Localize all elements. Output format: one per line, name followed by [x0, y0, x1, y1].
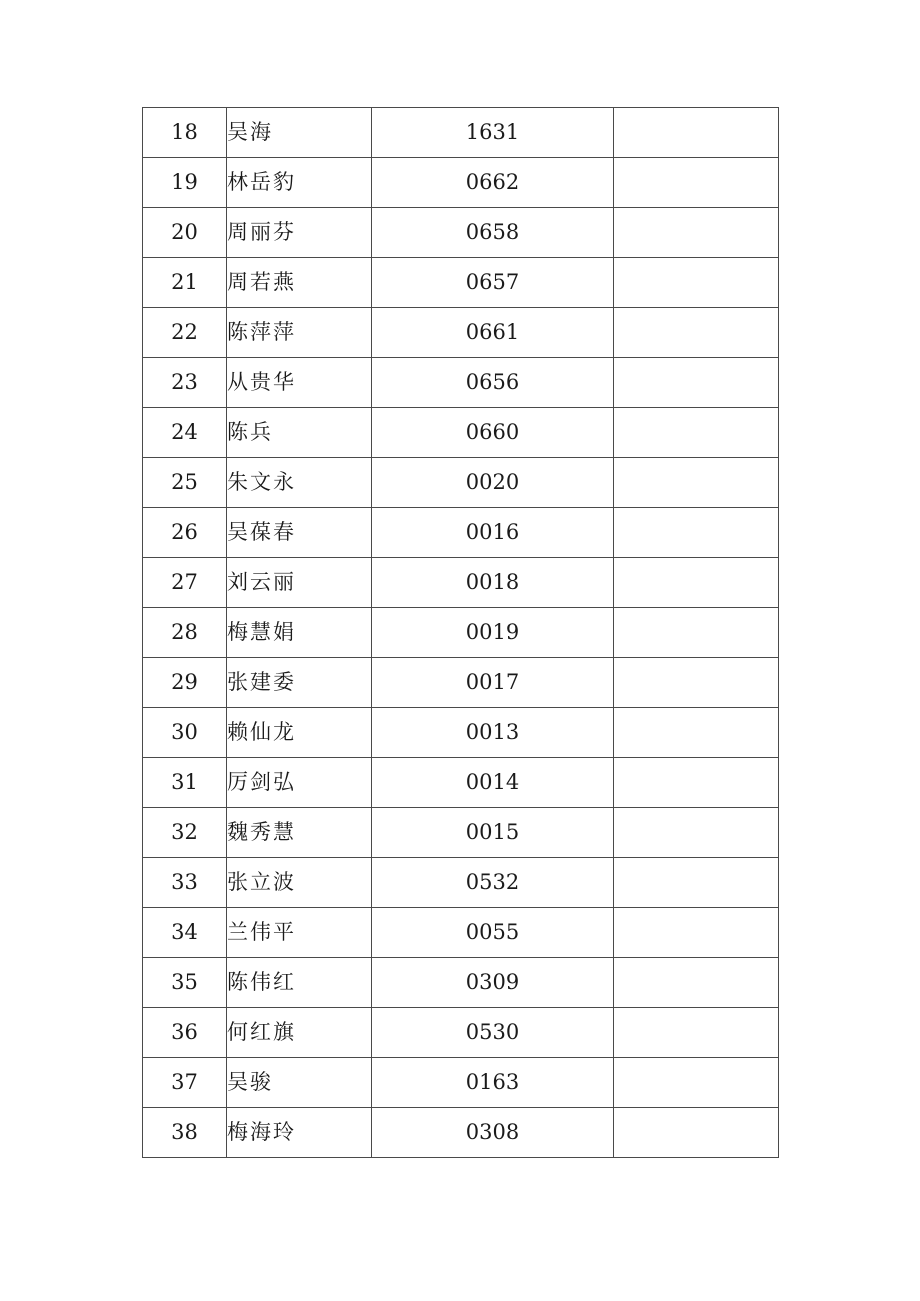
row-number-cell: 21: [143, 258, 227, 308]
name-cell: 张建委: [227, 658, 372, 708]
name-cell: 兰伟平: [227, 908, 372, 958]
code-cell: 0308: [372, 1108, 614, 1158]
name-cell: 朱文永: [227, 458, 372, 508]
code-cell: 0055: [372, 908, 614, 958]
code-cell: 0016: [372, 508, 614, 558]
name-cell: 从贵华: [227, 358, 372, 408]
name-cell: 梅海玲: [227, 1108, 372, 1158]
code-cell: 1631: [372, 108, 614, 158]
table-row: [143, 708, 779, 758]
table-row: [143, 158, 779, 208]
code-cell: 0530: [372, 1008, 614, 1058]
row-number-cell: 38: [143, 1108, 227, 1158]
row-number-cell: 23: [143, 358, 227, 408]
table-row: [143, 458, 779, 508]
code-cell: 0020: [372, 458, 614, 508]
table-row: [143, 258, 779, 308]
code-cell: 0013: [372, 708, 614, 758]
name-cell: 周丽芬: [227, 208, 372, 258]
note-cell: [614, 658, 779, 708]
name-cell: 陈萍萍: [227, 308, 372, 358]
name-cell: 林岳豹: [227, 158, 372, 208]
name-cell: 刘云丽: [227, 558, 372, 608]
row-number-cell: 27: [143, 558, 227, 608]
code-cell: 0656: [372, 358, 614, 408]
note-cell: [614, 308, 779, 358]
name-cell: 周若燕: [227, 258, 372, 308]
table-row: [143, 208, 779, 258]
note-cell: [614, 358, 779, 408]
row-number-cell: 22: [143, 308, 227, 358]
name-cell: 陈伟红: [227, 958, 372, 1008]
row-number-cell: 35: [143, 958, 227, 1008]
code-cell: 0018: [372, 558, 614, 608]
name-cell: 魏秀慧: [227, 808, 372, 858]
row-number-cell: 32: [143, 808, 227, 858]
table-row: [143, 908, 779, 958]
table-row: [143, 658, 779, 708]
note-cell: [614, 508, 779, 558]
row-number-cell: 31: [143, 758, 227, 808]
table-row: [143, 758, 779, 808]
code-cell: 0163: [372, 1058, 614, 1108]
table-row: [143, 108, 779, 158]
row-number-cell: 19: [143, 158, 227, 208]
note-cell: [614, 708, 779, 758]
note-cell: [614, 808, 779, 858]
code-cell: 0657: [372, 258, 614, 308]
code-cell: 0014: [372, 758, 614, 808]
name-cell: 张立波: [227, 858, 372, 908]
row-number-cell: 30: [143, 708, 227, 758]
row-number-cell: 28: [143, 608, 227, 658]
row-number-cell: 36: [143, 1008, 227, 1058]
name-cell: 梅慧娟: [227, 608, 372, 658]
code-cell: 0309: [372, 958, 614, 1008]
note-cell: [614, 1008, 779, 1058]
code-cell: 0662: [372, 158, 614, 208]
roster-table: [142, 107, 779, 1158]
note-cell: [614, 858, 779, 908]
note-cell: [614, 958, 779, 1008]
table-row: [143, 958, 779, 1008]
note-cell: [614, 908, 779, 958]
note-cell: [614, 258, 779, 308]
code-cell: 0660: [372, 408, 614, 458]
table-row: [143, 1108, 779, 1158]
name-cell: 何红旗: [227, 1008, 372, 1058]
table-row: [143, 608, 779, 658]
table-row: [143, 808, 779, 858]
note-cell: [614, 608, 779, 658]
name-cell: 吴骏: [227, 1058, 372, 1108]
row-number-cell: 34: [143, 908, 227, 958]
note-cell: [614, 408, 779, 458]
row-number-cell: 33: [143, 858, 227, 908]
roster-table-body: [143, 108, 779, 1158]
row-number-cell: 24: [143, 408, 227, 458]
name-cell: 吴海: [227, 108, 372, 158]
code-cell: 0658: [372, 208, 614, 258]
table-row: [143, 308, 779, 358]
row-number-cell: 37: [143, 1058, 227, 1108]
name-cell: 赖仙龙: [227, 708, 372, 758]
note-cell: [614, 1108, 779, 1158]
row-number-cell: 25: [143, 458, 227, 508]
code-cell: 0017: [372, 658, 614, 708]
row-number-cell: 18: [143, 108, 227, 158]
note-cell: [614, 558, 779, 608]
note-cell: [614, 458, 779, 508]
code-cell: 0019: [372, 608, 614, 658]
table-row: [143, 858, 779, 908]
name-cell: 陈兵: [227, 408, 372, 458]
table-row: [143, 1058, 779, 1108]
note-cell: [614, 1058, 779, 1108]
name-cell: 吴葆春: [227, 508, 372, 558]
name-cell: 厉剑弘: [227, 758, 372, 808]
code-cell: 0015: [372, 808, 614, 858]
table-row: [143, 558, 779, 608]
table-row: [143, 358, 779, 408]
table-row: [143, 1008, 779, 1058]
note-cell: [614, 208, 779, 258]
row-number-cell: 26: [143, 508, 227, 558]
table-row: [143, 508, 779, 558]
code-cell: 0532: [372, 858, 614, 908]
row-number-cell: 29: [143, 658, 227, 708]
note-cell: [614, 108, 779, 158]
table-row: [143, 408, 779, 458]
note-cell: [614, 158, 779, 208]
row-number-cell: 20: [143, 208, 227, 258]
code-cell: 0661: [372, 308, 614, 358]
note-cell: [614, 758, 779, 808]
